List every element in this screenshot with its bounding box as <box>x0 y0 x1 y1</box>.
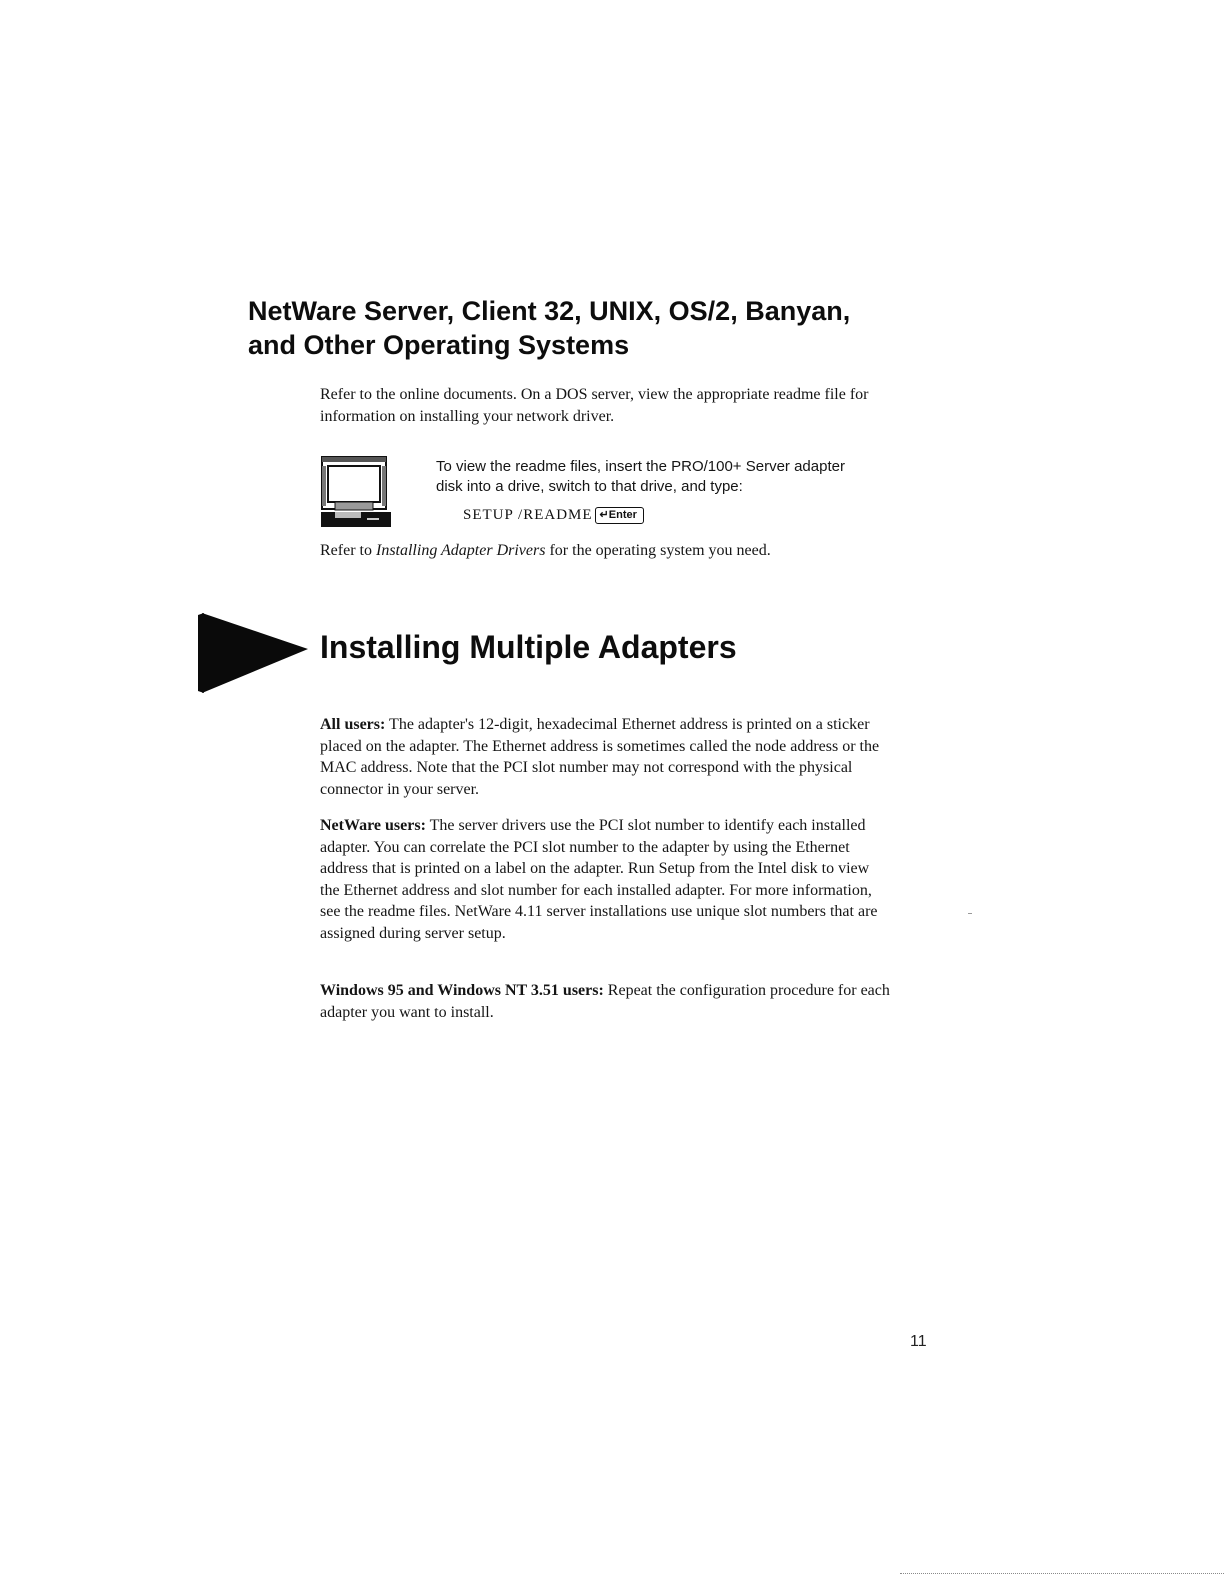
refer-paragraph <box>320 540 920 562</box>
enter-key-icon: ↵Enter <box>595 507 644 524</box>
windows-users-label: Windows 95 and Windows NT 3.51 users: <box>320 982 604 999</box>
setup-command: SETUP /README <box>463 506 593 523</box>
refer-title: Installing Adapter Drivers <box>375 542 546 559</box>
refer-prefix: Refer to <box>320 542 376 559</box>
all-users-paragraph <box>320 714 892 800</box>
note-line-1: To view the readme files, insert the PRO/100+ Server adapter <box>436 458 845 475</box>
page-number: 11 <box>910 1333 927 1350</box>
netware-users-text: The server drivers use the PCI slot number to identify each installed adapter. You can correlate the PCI slot number to the adapter by using the Ethernet address that is printed on a label on the adapter. Run Setup from the Intel disk to view the Ethernet address and slot number for each installed adapter. For more information, see the readme files. NetWare 4.11 server installations use unique slot numbers that are assigned during server setup. <box>320 817 878 942</box>
scan-speck <box>968 913 972 914</box>
note-line-2: disk into a drive, switch to that drive, and type: <box>436 478 743 495</box>
scan-edge-line <box>900 1573 1224 1574</box>
all-users-text: The adapter's 12-digit, hexadecimal Ethernet address is printed on a sticker placed on the adapter. The Ethernet address is sometimes called the node address or the MAC address. Note that the PCI slot number may not correspond with the physical connector in your server. <box>320 716 880 798</box>
windows-users-text: Repeat the configuration procedure for each adapter you want to install. <box>320 982 890 1021</box>
heading-line-1: NetWare Server, Client 32, UNIX, OS/2, Banyan, <box>248 296 851 326</box>
netware-users-label: NetWare users: <box>320 817 426 834</box>
section-heading-multiple-adapters: Installing Multiple Adapters <box>320 629 737 665</box>
all-users-label: All users: <box>320 716 386 733</box>
computer-monitor-icon <box>321 456 391 528</box>
arrow-pointer-icon <box>198 611 310 695</box>
netware-users-paragraph <box>320 815 892 944</box>
intro-paragraph: Refer to the online documents. On a DOS server, view the appropriate readme file for information on installing your network driver. <box>320 386 869 425</box>
windows-users-paragraph <box>320 980 892 1023</box>
refer-suffix: for the operating system you need. <box>545 542 771 559</box>
heading-line-2: and Other Operating Systems <box>248 330 630 360</box>
readme-note <box>436 457 906 497</box>
command-line <box>463 505 644 525</box>
section-heading-operating-systems <box>248 294 948 362</box>
